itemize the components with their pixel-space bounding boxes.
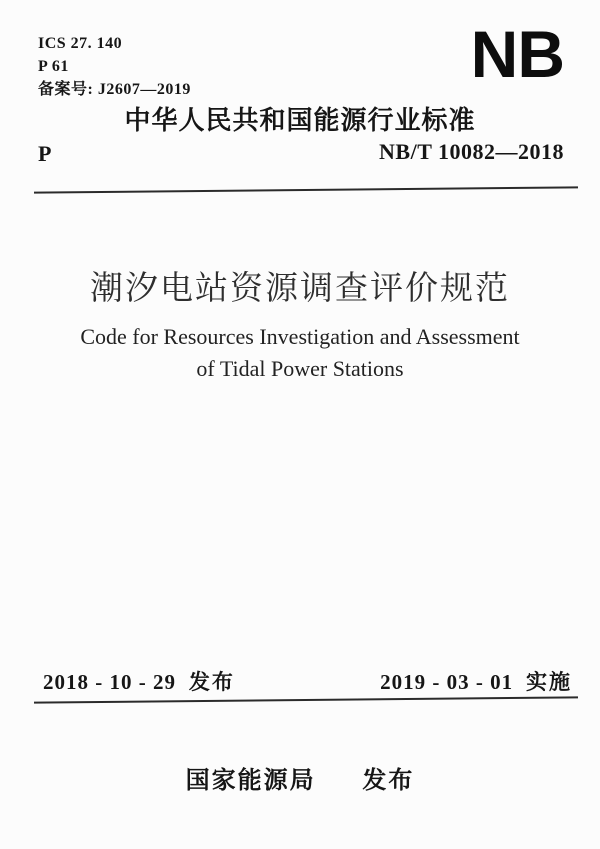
issue-date <box>43 666 235 696</box>
implementation-date-label: 实施 <box>526 671 572 694</box>
dates-row <box>43 666 572 696</box>
title-chinese: 潮汐电站资源调查评价规范 <box>90 271 510 307</box>
category-letter: P <box>38 141 52 166</box>
footer-divider <box>34 696 578 703</box>
implementation-date-value: 2019 - 03 - 01 <box>380 670 514 694</box>
publisher-row <box>0 760 600 795</box>
issue-date-value: 2018 - 10 - 29 <box>43 670 176 694</box>
title-english <box>0 321 600 385</box>
standard-number: NB/T 10082—2018 <box>379 139 564 164</box>
publisher-action: 发布 <box>362 767 415 794</box>
publisher-name: 国家能源局 <box>185 767 316 794</box>
issue-date-label: 发布 <box>188 671 235 694</box>
standard-system-header: 中华人民共和国能源行业标准 <box>124 105 476 135</box>
ics-code: ICS 27. 140 <box>38 35 123 52</box>
nb-logo: NB <box>470 17 564 91</box>
classification-code: P 61 <box>38 58 69 75</box>
metadata-block <box>38 32 191 101</box>
title-english-line2: of Tidal Power Stations <box>196 356 404 381</box>
header-divider <box>34 186 578 193</box>
implementation-date <box>380 666 572 696</box>
record-number: 备案号: J2607—2019 <box>38 81 191 98</box>
title-english-line1: Code for Resources Investigation and Assessment <box>80 324 520 349</box>
